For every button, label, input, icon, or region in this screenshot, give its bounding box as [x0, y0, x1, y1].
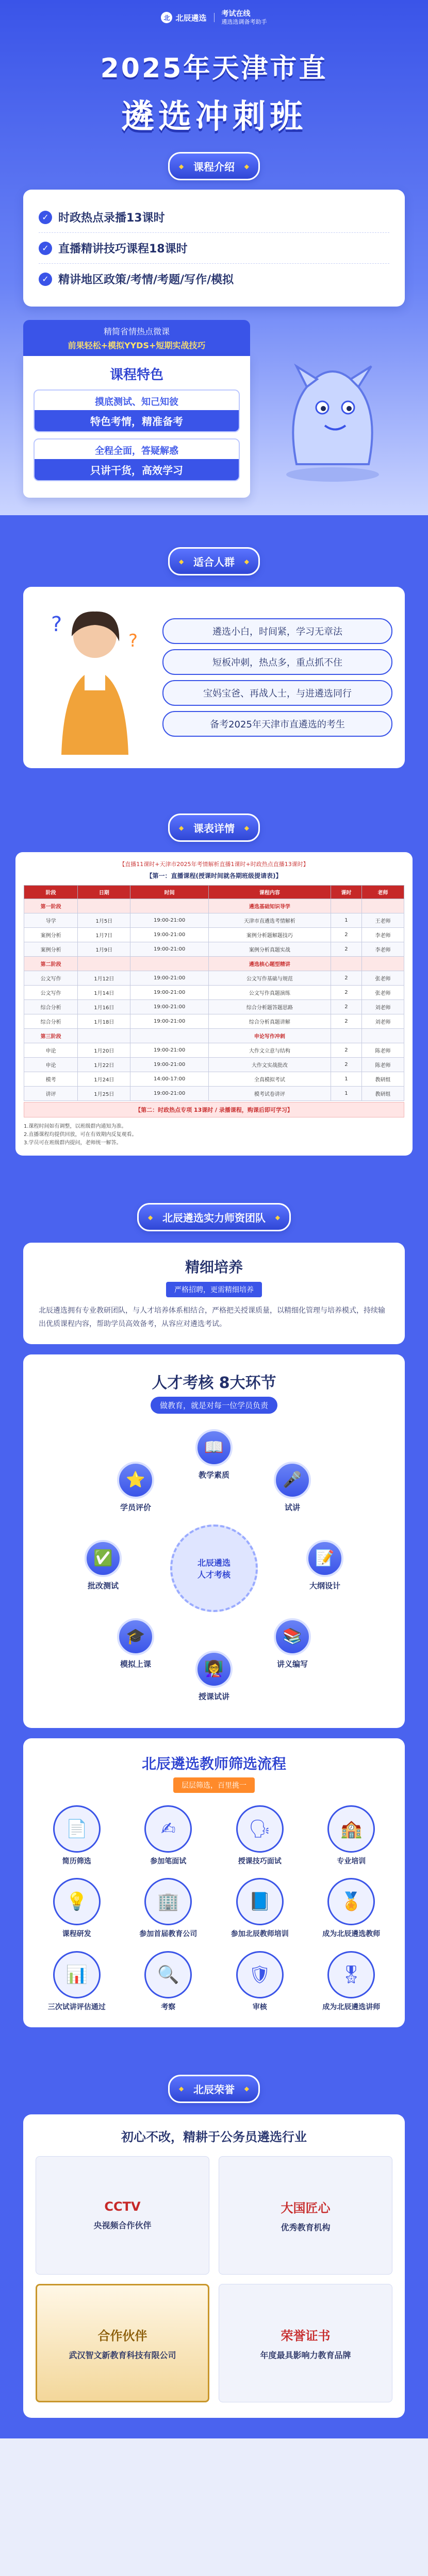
table-cell: 1月9日	[78, 942, 130, 957]
suitable-item: 短板冲刺，热点多，重点抓不住	[162, 649, 392, 675]
flow-step	[125, 1805, 212, 1867]
flow-step-name: 三次试讲评估通过	[47, 2003, 106, 2011]
talent-node	[188, 1651, 240, 1707]
table-cell	[78, 957, 130, 971]
intro-pill-wrap	[0, 152, 428, 180]
flow-step-icon: 🏅	[327, 1878, 375, 1925]
table-cell: 教研组	[361, 1072, 404, 1087]
table-cell: 19:00-21:00	[130, 971, 208, 986]
table-cell	[130, 1029, 208, 1043]
table-cell: 综合分析	[24, 1014, 78, 1029]
honor-grid	[36, 2156, 392, 2402]
flow-step	[308, 1878, 395, 1940]
schedule-header-cell: 时间	[130, 886, 208, 899]
table-cell: 1	[331, 1087, 362, 1101]
talent-node	[110, 1618, 161, 1675]
team-pill-wrap	[0, 1203, 428, 1231]
team-paragraph: 北辰遴选拥有专业教研团队，与人才培养体系相结合，严格把关授课质量，以精细化管理与培养模式，持续输出优质课程内容，帮助学员高效备考，从容应对遴选考试。	[39, 1307, 385, 1328]
flow-step-icon: 🛡	[236, 1951, 284, 1998]
suitable-list	[162, 613, 392, 742]
talent-node-label: 教学素质	[198, 1470, 229, 1480]
table-cell	[331, 1029, 362, 1043]
details-section	[0, 789, 428, 1173]
brand-logo-text: 北辰遴选	[175, 13, 207, 23]
table-row	[24, 913, 404, 928]
suitable-pill: ◆ 适合人群 ◆	[168, 547, 260, 575]
honor-card	[23, 2114, 405, 2418]
table-cell	[331, 957, 362, 971]
talent-node-icon: 📝	[306, 1540, 343, 1577]
feature-wrap	[23, 320, 405, 490]
table-cell: 2	[331, 1000, 362, 1014]
talent-node-label: 模拟上课	[120, 1659, 151, 1669]
table-cell: 教研组	[361, 1087, 404, 1101]
flow-step	[125, 1878, 212, 1940]
talent-node-label: 学员评价	[120, 1502, 151, 1512]
table-cell: 19:00-21:00	[130, 928, 208, 942]
table-row	[24, 942, 404, 957]
table-cell	[78, 899, 130, 913]
details-pill-wrap	[0, 814, 428, 842]
table-row	[24, 971, 404, 986]
talent-node	[77, 1540, 129, 1597]
schedule-fine-print	[24, 1123, 404, 1147]
flow-step-icon: 📄	[53, 1805, 101, 1853]
flow-step-name: 授课技巧面试	[238, 1857, 282, 1866]
table-cell	[361, 957, 404, 971]
table-cell: 申论	[24, 1058, 78, 1072]
table-cell: 陈老师	[361, 1043, 404, 1058]
flow-step-name: 参加首届教育公司	[139, 1930, 197, 1939]
table-cell: 2	[331, 971, 362, 986]
table-row	[24, 1043, 404, 1058]
teacher-illustration-icon	[36, 600, 154, 755]
flow-step	[217, 1951, 303, 2013]
flow-step	[34, 1951, 120, 2013]
flow-step-icon: 🏫	[327, 1805, 375, 1853]
table-cell: 2	[331, 1058, 362, 1072]
suitable-pill-wrap	[0, 547, 428, 575]
team-tag: 严格招聘，更需精细培养	[166, 1282, 262, 1297]
table-cell: 刘老师	[361, 1014, 404, 1029]
fine-print-line: 2.直播课程均提供回放，可在有效期内反复观看。	[24, 1132, 137, 1138]
suitable-item: 备考2025年天津市直遴选的考生	[162, 711, 392, 737]
flow-step-name: 课程研发	[62, 1930, 91, 1939]
table-cell	[78, 1029, 130, 1043]
table-cell: 刘老师	[361, 1000, 404, 1014]
talent-node-icon: 📖	[195, 1429, 233, 1466]
schedule-body	[24, 899, 404, 1101]
table-cell: 1月7日	[78, 928, 130, 942]
table-cell: 19:00-21:00	[130, 1043, 208, 1058]
table-cell: 案例分析	[24, 942, 78, 957]
talent-node-icon: ⭐	[117, 1462, 154, 1499]
table-cell: 19:00-21:00	[130, 1087, 208, 1101]
flow-step-name: 简历筛选	[62, 1857, 91, 1866]
honor-pill-wrap	[0, 2075, 428, 2103]
fine-print-line: 1.课程时间如有调整，以班级群内通知为准。	[24, 1124, 127, 1130]
hero-title-line1: 2025年天津市直	[100, 53, 328, 84]
team-pill: ◆ 北辰遴选实力师资团队 ◆	[137, 1203, 291, 1231]
feature-box-top: 摸底测试、知己知彼	[95, 397, 178, 408]
check-icon: ✓	[39, 273, 52, 286]
suitable-section	[0, 515, 428, 789]
schedule-subtitle: 【第一：直播课程(授课时间就各期班级提请表)】	[146, 872, 282, 880]
schedule-table	[24, 885, 404, 1101]
svg-text:?: ?	[51, 613, 62, 636]
table-cell: 公文写作真题演练	[208, 986, 331, 1000]
table-cell: 1月16日	[78, 1000, 130, 1014]
schedule-card	[15, 852, 413, 1156]
table-row	[24, 1072, 404, 1087]
hero-title-line2: 遴选冲刺班	[121, 98, 307, 136]
flow-step	[217, 1878, 303, 1940]
talent-node-label: 试讲	[285, 1502, 301, 1512]
team-heading: 精细培养	[185, 1259, 243, 1276]
flow-tag: 层层筛选，百里挑一	[173, 1777, 255, 1793]
talent-node-label: 大纲设计	[309, 1581, 340, 1590]
table-cell: 第一阶段	[24, 899, 78, 913]
flow-step	[34, 1805, 120, 1867]
talent-node	[267, 1618, 318, 1675]
intro-item-text: 精讲地区政策/考情/考题/写作/模拟	[58, 274, 234, 286]
flow-step-name: 成为北辰遴选讲师	[322, 2003, 381, 2011]
table-cell: 1月22日	[78, 1058, 130, 1072]
schedule-header-cell: 日期	[78, 886, 130, 899]
talent-node	[299, 1540, 351, 1597]
table-cell: 2	[331, 942, 362, 957]
table-row	[24, 899, 404, 913]
table-cell: 1月5日	[78, 913, 130, 928]
table-cell: 模考试卷讲评	[208, 1087, 331, 1101]
honor-tile-title: 大国匠心	[281, 2200, 331, 2215]
table-cell: 公文写作	[24, 986, 78, 1000]
talent-node	[110, 1462, 161, 1518]
brand-sub-title: 考试在线	[221, 10, 251, 18]
table-row	[24, 928, 404, 942]
feature-box-top: 全程全面，答疑解惑	[95, 446, 178, 456]
honor-tile-text: 央视频合作伙伴	[93, 2221, 152, 2231]
talent-heading: 人才考核 8大环节	[152, 1374, 276, 1392]
talent-node-icon: ✅	[85, 1540, 122, 1577]
table-cell: 讲评	[24, 1087, 78, 1101]
flow-step-name: 审核	[252, 2003, 267, 2011]
table-row	[24, 1058, 404, 1072]
flow-step-name: 考察	[161, 2003, 176, 2011]
table-cell: 申论	[24, 1043, 78, 1058]
feature-heading: 课程特色	[109, 367, 163, 383]
flow-card	[23, 1738, 405, 2027]
check-icon: ✓	[39, 242, 52, 255]
hero-section	[0, 0, 428, 515]
table-cell: 19:00-21:00	[130, 986, 208, 1000]
talent-node-icon: 📚	[274, 1618, 311, 1655]
feature-body	[23, 356, 250, 498]
honor-tile	[36, 2156, 209, 2275]
team-section	[0, 1173, 428, 2044]
flow-step-icon: 📘	[236, 1878, 284, 1925]
intro-item-text: 时政热点录播13课时	[58, 212, 165, 225]
intro-item	[39, 233, 389, 264]
brand-bar	[0, 7, 428, 28]
table-cell: 1	[331, 913, 362, 928]
table-cell: 1月20日	[78, 1043, 130, 1058]
intro-item	[39, 202, 389, 233]
table-cell: 19:00-21:00	[130, 942, 208, 957]
suitable-card	[23, 587, 405, 768]
table-row	[24, 1000, 404, 1014]
table-cell: 综合分析题答题思路	[208, 1000, 331, 1014]
table-row	[24, 986, 404, 1000]
talent-node-icon: 🎓	[117, 1618, 154, 1655]
table-cell: 1月18日	[78, 1014, 130, 1029]
talent-node-icon: 🎤	[274, 1462, 311, 1499]
feature-box	[34, 389, 240, 432]
honor-tile-title: 合作伙伴	[97, 2328, 147, 2343]
table-row	[24, 1087, 404, 1101]
flow-step-icon: 📊	[53, 1951, 101, 1998]
table-cell: 大作文立意与结构	[208, 1043, 331, 1058]
talent-node-label: 授课试讲	[198, 1691, 229, 1701]
table-cell: 19:00-21:00	[130, 1014, 208, 1029]
talent-center	[170, 1524, 258, 1612]
table-cell	[130, 899, 208, 913]
suitable-item: 宝妈宝爸、再战人士，与进遴选同行	[162, 680, 392, 706]
honor-tile-title: CCTV	[104, 2199, 141, 2214]
feature-banner-line2: 前果轻松+模拟YYDS+短期实战技巧	[68, 341, 206, 350]
flow-step-icon: 🏢	[144, 1878, 192, 1925]
brand-sub	[222, 10, 267, 25]
flow-step-name: 专业培训	[337, 1857, 366, 1866]
table-cell	[130, 957, 208, 971]
brand-divider	[214, 13, 215, 22]
table-cell: 模考	[24, 1072, 78, 1087]
talent-node	[267, 1462, 318, 1518]
feature-box-bottom: 特色考情，精准备考	[35, 410, 239, 431]
table-cell: 公文写作基础与规范	[208, 971, 331, 986]
flow-step-icon: 🗣	[236, 1805, 284, 1853]
feature-box-bottom: 只讲干货，高效学习	[35, 459, 239, 480]
table-cell: 案例分析题解题技巧	[208, 928, 331, 942]
honor-heading: 初心不改，精耕于公务员遴选行业	[121, 2129, 307, 2144]
flow-step-name: 参加笔面试	[150, 1857, 187, 1866]
team-card	[23, 1243, 405, 1344]
intro-item	[39, 264, 389, 294]
schedule-red-banner: 【第二：时政热点专项 13课时 / 录播课程，购课后即可学习】	[24, 1102, 404, 1117]
table-cell: 王老师	[361, 913, 404, 928]
flow-step-name: 成为北辰遴选教师	[322, 1930, 381, 1939]
honor-tile-text: 武汉智文新教育科技有限公司	[69, 2350, 176, 2360]
table-cell: 14:00-17:00	[130, 1072, 208, 1087]
table-cell: 第二阶段	[24, 957, 78, 971]
table-cell: 19:00-21:00	[130, 913, 208, 928]
talent-center-line2: 人才考核	[197, 1569, 231, 1580]
schedule-header-cell: 课程内容	[208, 886, 331, 899]
honor-tile-title: 荣誉证书	[281, 2328, 331, 2343]
table-cell: 案例分析	[24, 928, 78, 942]
flow-step-icon: 🔍	[144, 1951, 192, 1998]
honor-tile	[36, 2284, 209, 2402]
table-cell: 1	[331, 1072, 362, 1087]
honor-tile-text: 年度最具影响力教育品牌	[260, 2350, 351, 2360]
flow-step	[308, 1951, 395, 2013]
talent-ring	[70, 1424, 358, 1713]
table-cell: 1月12日	[78, 971, 130, 986]
talent-center-line1: 北辰遴选	[197, 1557, 231, 1568]
fine-print-line: 3.学员可在班级群内提问，老师统一解答。	[24, 1140, 122, 1146]
table-row	[24, 957, 404, 971]
table-cell: 1月14日	[78, 986, 130, 1000]
suitable-item: 遴选小白，时间紧，学习无章法	[162, 618, 392, 644]
table-cell: 2	[331, 1014, 362, 1029]
table-cell: 第三阶段	[24, 1029, 78, 1043]
table-cell: 天津市直遴选考情解析	[208, 913, 331, 928]
intro-pill: ◆ 课程介绍 ◆	[168, 152, 260, 180]
table-row	[24, 1029, 404, 1043]
table-cell	[331, 899, 362, 913]
talent-node-label: 讲义编写	[277, 1659, 308, 1669]
logo-mark-icon: 北	[161, 12, 172, 23]
table-cell: 综合分析真题讲解	[208, 1014, 331, 1029]
flow-step-name: 参加北辰教师培训	[231, 1930, 289, 1939]
table-cell: 综合分析	[24, 1000, 78, 1014]
honor-tile	[219, 2284, 392, 2402]
table-cell: 遴选核心题型精讲	[208, 957, 331, 971]
table-cell	[361, 899, 404, 913]
honor-tile	[219, 2156, 392, 2275]
flow-heading: 北辰遴选教师筛选流程	[141, 1755, 286, 1772]
talent-tag: 做教育，就是对每一位学员负责	[151, 1397, 277, 1414]
intro-card	[23, 190, 405, 307]
table-cell: 案例分析真题实战	[208, 942, 331, 957]
details-pill: ◆ 课表详情 ◆	[168, 814, 260, 842]
brand-logo	[161, 12, 206, 23]
table-cell	[361, 1029, 404, 1043]
talent-node-icon: 👩‍🏫	[195, 1651, 233, 1688]
table-row	[24, 1014, 404, 1029]
schedule-header-cell: 课时	[331, 886, 362, 899]
flow-step-icon: 💡	[53, 1878, 101, 1925]
honor-section	[0, 2045, 428, 2438]
schedule-header-cell: 阶段	[24, 886, 78, 899]
table-cell: 李老师	[361, 942, 404, 957]
brand-sub-desc: 遴选选调备考助手	[221, 18, 267, 25]
schedule-header-row	[24, 886, 404, 899]
table-cell: 陈老师	[361, 1058, 404, 1072]
flow-step	[34, 1878, 120, 1940]
talent-node	[188, 1429, 240, 1486]
table-cell: 遴选基础知识导学	[208, 899, 331, 913]
table-cell: 19:00-21:00	[130, 1058, 208, 1072]
mascot-illustration-icon	[266, 335, 400, 485]
table-cell: 19:00-21:00	[130, 1000, 208, 1014]
table-cell: 大作文实战批改	[208, 1058, 331, 1072]
feature-box	[34, 438, 240, 481]
svg-text:?: ?	[128, 631, 138, 651]
schedule-header-cell: 老师	[361, 886, 404, 899]
flow-grid	[34, 1805, 394, 2013]
table-cell: 张老师	[361, 986, 404, 1000]
check-icon: ✓	[39, 211, 52, 224]
flow-step-icon: ✍	[144, 1805, 192, 1853]
table-cell: 1月24日	[78, 1072, 130, 1087]
honor-pill: ◆ 北辰荣誉 ◆	[168, 2075, 260, 2103]
table-cell: 全真模拟考试	[208, 1072, 331, 1087]
table-cell: 2	[331, 1043, 362, 1058]
table-cell: 公文写作	[24, 971, 78, 986]
talent-card	[23, 1354, 405, 1728]
table-cell: 2	[331, 928, 362, 942]
table-cell: 1月25日	[78, 1087, 130, 1101]
talent-node-label: 批改测试	[87, 1581, 119, 1590]
honor-tile-text: 优秀教育机构	[281, 2222, 331, 2232]
table-cell: 导学	[24, 913, 78, 928]
flow-step	[217, 1805, 303, 1867]
intro-item-text: 直播精讲技巧课程18课时	[58, 243, 188, 256]
flow-step	[125, 1951, 212, 2013]
schedule-note: 【直播11课时+天津市2025年考情解析直播1课时+时政热点直播13课时】	[119, 861, 309, 868]
table-cell: 2	[331, 986, 362, 1000]
table-cell: 张老师	[361, 971, 404, 986]
feature-banner-line1: 精简省情热点微课	[103, 327, 170, 336]
table-cell: 申论写作冲刺	[208, 1029, 331, 1043]
flow-step	[308, 1805, 395, 1867]
feature-banner	[23, 320, 250, 356]
table-cell: 李老师	[361, 928, 404, 942]
flow-step-icon: 🎖	[327, 1951, 375, 1998]
